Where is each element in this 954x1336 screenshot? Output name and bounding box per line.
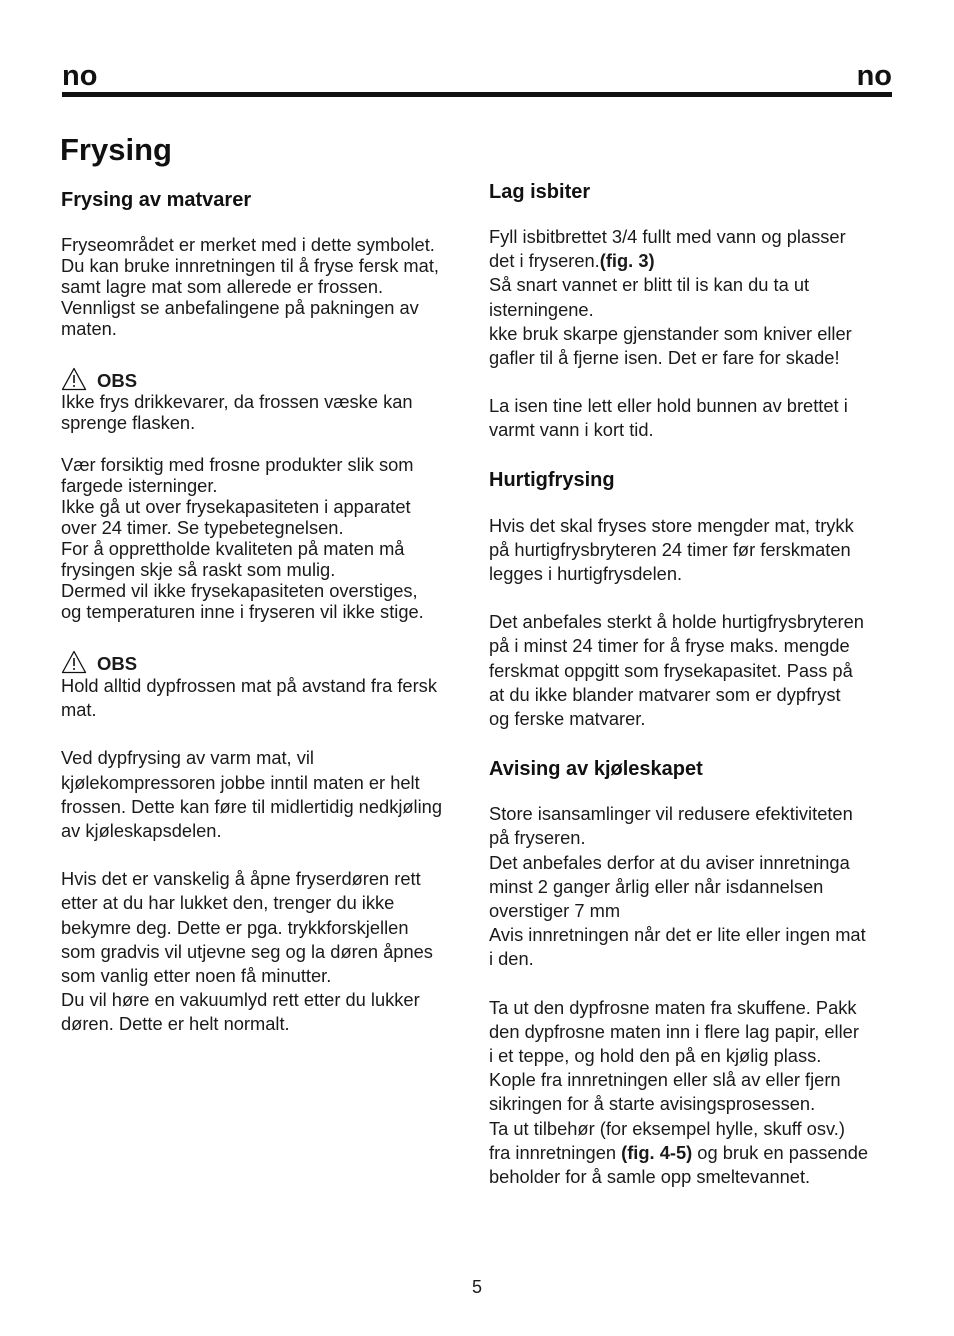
section-heading-defrosting: Avising av kjøleskapet	[489, 758, 703, 781]
section-heading-ice-cubes: Lag isbiter	[489, 181, 591, 203]
ice-thaw-text: La isen tine lett eller hold bunnen av brettet i varmt vann i kort tid.	[489, 395, 848, 441]
header-rule	[62, 92, 892, 97]
fast-freezing-text-2: Det anbefales sterkt å holde hurtigfrysbryteren på i minst 24 timer for å fryse maks. mengde ferskmat oppgitt som frysekapasitet. Pass på at du ikke blander matvarer som er dypfryst og ferske matvarer.	[489, 611, 864, 730]
obs-label: OBS	[97, 653, 138, 674]
defrosting-text-2: Ta ut den dypfrosne maten fra skuffene. Pakk den dypfrosne maten inn i flere lag papir, eller i et teppe, og hold den på en kjølig plass. Kople fra innretningen eller slå av eller fjern sikringen for å starte avisingsprosessen. Ta ut tilbehør (for eksempel hylle, skuff osv.) fra innretningen (fig. 4-5) og bruk en passende beholder for å samle opp smeltevannet.	[489, 996, 869, 1188]
header-language-right: no	[856, 60, 892, 92]
ice-cubes-text: Fyll isbitbrettet 3/4 fullt med vann og plasser det i fryseren.(fig. 3) Så snart vannet er blitt til is kan du ta ut isterningene. kke bruk skarpe gjenstander som kniver eller gafler til å fjerne isen. Det er fare for skade!	[489, 226, 852, 369]
warning-triangle-icon	[61, 650, 87, 674]
warning-triangle-icon	[61, 367, 87, 391]
figure-reference: (fig. 4-5)	[621, 1141, 693, 1163]
obs-2-text: Hold alltid dypfrossen mat på avstand fra fersk mat.	[61, 675, 437, 721]
obs-label: OBS	[97, 370, 138, 391]
section-heading-freezing-food: Frysing av matvarer	[61, 189, 252, 211]
obs-notice-1	[61, 365, 467, 391]
section-heading-fast-freezing: Hurtigfrysing	[489, 468, 615, 491]
freezer-door-text: Hvis det er vanskelig å åpne fryserdøren rett etter at du har lukket den, trenger du ikke bekymre deg. Dette er pga. trykkforskjellen som gradvis vil utjevne seg og la døren åpnes som vanlig etter noen få minutter. Du vil høre en vakuumlyd rett etter du lukker døren. Dette er helt normalt.	[61, 868, 433, 1035]
obs-notice-2	[61, 648, 467, 674]
page-title: Frysing	[60, 132, 172, 167]
right-column	[489, 178, 894, 1189]
page-number: 5	[471, 1277, 482, 1297]
freezing-intro-text: Fryseområdet er merket med i dette symbolet. Du kan bruke innretningen til å fryse fersk mat, samt lagre mat som allerede er frossen. Vennligst se anbefalingene på pakningen av maten.	[61, 234, 439, 339]
left-column	[61, 186, 467, 1037]
figure-reference: (fig. 3)	[599, 250, 655, 272]
deep-freezing-text: Ved dypfrysing av varm mat, vil kjølekompressoren jobbe inntil maten er helt frossen. Dette kan føre til midlertidig nedkjøling av kjøleskapsdelen.	[61, 747, 443, 842]
defrosting-text-1: Store isansamlinger vil redusere efektiviteten på fryseren. Det anbefales derfor at du aviser innretninga minst 2 ganger årlig eller når isdannelsen overstiger 7 mm Avis innretningen når det er lite eller ingen mat i den.	[489, 803, 866, 970]
obs-1-text: Ikke frys drikkevarer, da frossen væske kan sprenge flasken.	[61, 391, 413, 433]
freezing-advice-text: Vær forsiktig med frosne produkter slik som fargede isterninger. Ikke gå ut over frysekapasiteten i apparatet over 24 timer. Se typebetegnelsen. For å opprettholde kvaliteten på maten må frysingen skje så raskt som mulig. Dermed vil ikke frysekapasiteten overstiges, og temperaturen inne i fryseren vil ikke stige.	[61, 454, 424, 622]
header-language-left: no	[62, 60, 98, 92]
fast-freezing-text-1: Hvis det skal fryses store mengder mat, trykk på hurtigfrysbryteren 24 timer før ferskmaten legges i hurtigfrysdelen.	[489, 514, 854, 585]
